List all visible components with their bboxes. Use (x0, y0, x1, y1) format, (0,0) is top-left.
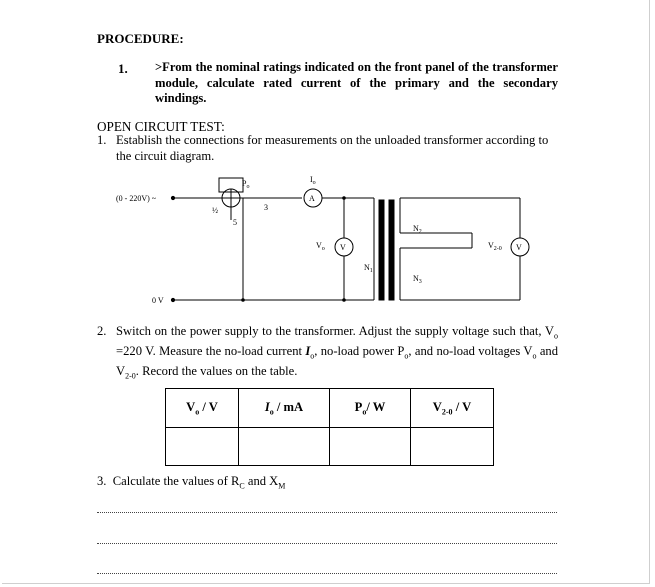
step-2-text: Switch on the power supply to the transformer. Adjust the supply voltage such that, $V_o =220$ V. Measure the no-load current $I_o$, no-load power $P_o$, and no-load voltages $V_o$ and $V_{2-0}$. Record the values on the table. (116, 324, 559, 381)
ammeter-label: $I_o$ (310, 175, 316, 186)
terminal-5: 5 (233, 218, 237, 227)
voltmeter-v2-0-symbol: V (516, 243, 522, 252)
step-3-text: Calculate the values of $R_C$ and $X_M$ (112, 474, 286, 491)
results-table (165, 388, 494, 466)
table-header-row (166, 389, 494, 428)
answer-line[interactable] (97, 573, 557, 575)
cell-vo[interactable] (166, 428, 239, 466)
cell-v2-0[interactable] (411, 428, 494, 466)
ammeter-symbol: A (309, 194, 315, 203)
answer-line[interactable] (97, 543, 557, 545)
cell-po[interactable] (330, 428, 411, 466)
header-v2-0: $V_{2-0}$ / V (411, 389, 494, 428)
step-1-number: 1. (97, 133, 107, 147)
transformer-core-left (379, 200, 384, 300)
voltmeter-vo-symbol: V (340, 243, 346, 252)
open-circuit-heading: OPEN CIRCUIT TEST: (97, 119, 225, 134)
header-vo: $V_o$ / V (166, 389, 239, 428)
procedure-item-text: >From the nominal ratings indicated on the front panel of the transformer module, calculate rated current of the primary and the secondary windings. (155, 60, 558, 105)
header-po: $P_o/$ W (330, 389, 411, 428)
procedure-heading: PROCEDURE: (97, 31, 184, 46)
terminal-half: ½ (212, 206, 218, 215)
wattmeter-label: $P_o$ (242, 179, 250, 190)
table-row (166, 428, 494, 466)
transformer-core-right (389, 200, 394, 300)
zero-volt-label: 0 V (152, 296, 164, 305)
step-3-number: 3. (97, 474, 107, 488)
n3-label: $N_3$ (413, 274, 422, 285)
header-io: $I_o$ / mA (239, 389, 330, 428)
n1-label: $N_1$ (364, 263, 373, 274)
supply-label: (0 - 220V) ~ (116, 194, 157, 203)
procedure-item-number: 1. (118, 61, 128, 76)
step-2-number: 2. (97, 324, 107, 338)
n2-label: $N_2$ (413, 224, 422, 235)
step-1-text: Establish the connections for measurements on the unloaded transformer according to the circuit diagram. (116, 133, 549, 163)
cell-io[interactable] (239, 428, 330, 466)
voltmeter-vo-label: $V_o$ (316, 241, 325, 252)
circuit-diagram (110, 168, 550, 313)
voltmeter-v2-0-label: $V_{2-0}$ (488, 241, 502, 252)
step-3 (97, 474, 285, 491)
terminal-3: 3 (264, 203, 268, 212)
answer-line[interactable] (97, 512, 557, 514)
